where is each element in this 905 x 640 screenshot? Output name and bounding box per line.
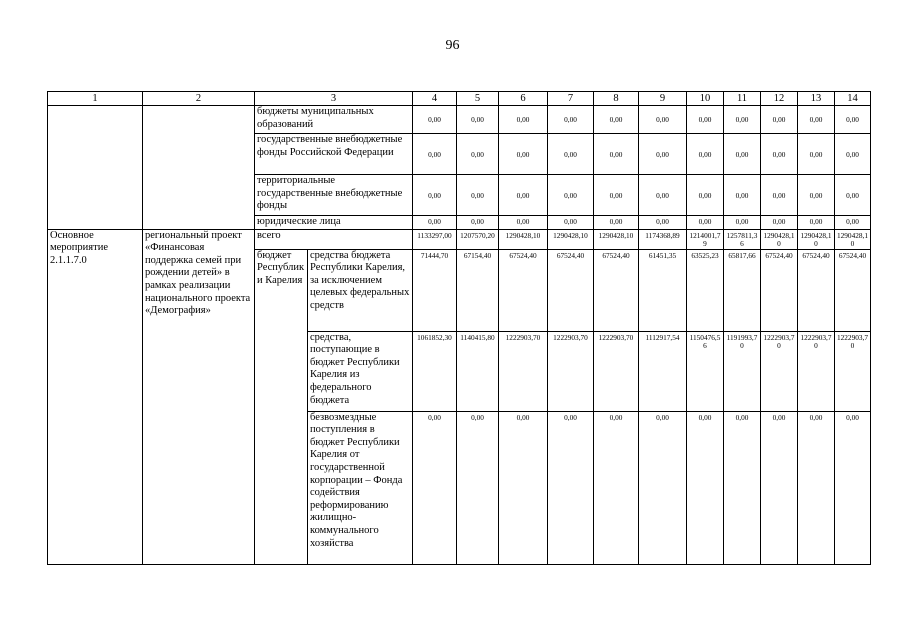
table-cell: 1290428,10 <box>548 229 594 249</box>
column-header: 11 <box>724 92 761 106</box>
row-label: бюджеты муниципальных образований <box>255 106 413 134</box>
column-header: 10 <box>687 92 724 106</box>
row-label: всего <box>255 229 413 249</box>
table-cell: 0,00 <box>639 216 687 230</box>
budget-label: бюджет Республики Карелия <box>255 249 308 564</box>
table-cell: 0,00 <box>724 106 761 134</box>
table-cell: 0,00 <box>724 175 761 216</box>
table-cell: 0,00 <box>594 411 639 564</box>
table-cell: 0,00 <box>798 106 835 134</box>
table-cell: 1222903,70 <box>548 331 594 411</box>
table-cell: 67154,40 <box>457 249 499 331</box>
column-header: 13 <box>798 92 835 106</box>
column-header: 2 <box>143 92 255 106</box>
table-cell: 0,00 <box>457 175 499 216</box>
table-cell: 0,00 <box>761 106 798 134</box>
table-cell: 0,00 <box>724 134 761 175</box>
header-row <box>48 92 871 106</box>
table-cell: 61451,35 <box>639 249 687 331</box>
table-cell: 0,00 <box>457 106 499 134</box>
table-cell: 1290428,10 <box>499 229 548 249</box>
empty-cell <box>143 106 255 230</box>
column-header: 8 <box>594 92 639 106</box>
table-cell: 0,00 <box>548 216 594 230</box>
table-cell: 0,00 <box>761 134 798 175</box>
table-cell: 0,00 <box>687 175 724 216</box>
column-header: 14 <box>835 92 871 106</box>
table-cell: 0,00 <box>798 411 835 564</box>
table-cell: 0,00 <box>548 134 594 175</box>
table-cell: 1191993,70 <box>724 331 761 411</box>
column-header: 5 <box>457 92 499 106</box>
table-cell: 0,00 <box>594 216 639 230</box>
table-cell: 1222903,70 <box>798 331 835 411</box>
column-header: 6 <box>499 92 548 106</box>
table-cell: 0,00 <box>639 134 687 175</box>
table-cell: 0,00 <box>594 106 639 134</box>
table-cell: 0,00 <box>499 216 548 230</box>
column-header: 7 <box>548 92 594 106</box>
event-name: региональный проект «Финансовая поддержка семей при рождении детей» в рамках реализации национального проекта «Демография» <box>143 229 255 564</box>
table-cell: 67524,40 <box>499 249 548 331</box>
table-cell: 1290428,10 <box>594 229 639 249</box>
table-cell: 1290428,10 <box>835 229 871 249</box>
table-cell: 0,00 <box>761 175 798 216</box>
table-cell: 1112917,54 <box>639 331 687 411</box>
table-cell: 0,00 <box>594 134 639 175</box>
table-cell: 67524,40 <box>548 249 594 331</box>
table-cell: 1222903,70 <box>594 331 639 411</box>
table-cell: 0,00 <box>687 106 724 134</box>
table-cell: 0,00 <box>457 411 499 564</box>
table-cell: 0,00 <box>798 134 835 175</box>
table-cell: 0,00 <box>499 175 548 216</box>
row-label: средства, поступающие в бюджет Республики Карелия из федерального бюджета <box>308 331 413 411</box>
table-cell: 67524,40 <box>594 249 639 331</box>
table-cell: 0,00 <box>413 134 457 175</box>
table-cell: 0,00 <box>499 134 548 175</box>
table-cell: 1222903,70 <box>835 331 871 411</box>
table-cell: 1257811,36 <box>724 229 761 249</box>
table-cell: 0,00 <box>761 216 798 230</box>
table-cell: 0,00 <box>798 216 835 230</box>
table-cell: 0,00 <box>798 175 835 216</box>
table-cell: 0,00 <box>724 216 761 230</box>
table-cell: 0,00 <box>835 106 871 134</box>
table-cell: 1222903,70 <box>499 331 548 411</box>
column-header: 4 <box>413 92 457 106</box>
column-header: 1 <box>48 92 143 106</box>
event-code: Основное мероприятие 2.1.1.7.0 <box>48 229 143 564</box>
empty-cell <box>48 106 143 230</box>
table-cell: 0,00 <box>639 106 687 134</box>
table-cell: 1222903,70 <box>761 331 798 411</box>
table-cell: 1133297,00 <box>413 229 457 249</box>
table-cell: 0,00 <box>413 411 457 564</box>
table-cell: 1061852,30 <box>413 331 457 411</box>
table-cell: 1214001,79 <box>687 229 724 249</box>
column-header: 12 <box>761 92 798 106</box>
row-label: юридические лица <box>255 216 413 230</box>
table-cell: 0,00 <box>413 106 457 134</box>
row-label: государственные внебюджетные фонды Российской Федерации <box>255 134 413 175</box>
table-cell: 0,00 <box>457 134 499 175</box>
table-row <box>48 106 871 134</box>
table-row <box>48 229 871 249</box>
table-cell: 0,00 <box>548 411 594 564</box>
table-cell: 0,00 <box>548 106 594 134</box>
table-cell: 67524,40 <box>761 249 798 331</box>
table-cell: 1207570,20 <box>457 229 499 249</box>
column-header: 9 <box>639 92 687 106</box>
table-cell: 0,00 <box>413 216 457 230</box>
table-cell: 0,00 <box>499 106 548 134</box>
table-cell: 1140415,80 <box>457 331 499 411</box>
table-cell: 0,00 <box>639 411 687 564</box>
table-cell: 67524,40 <box>798 249 835 331</box>
table-cell: 0,00 <box>835 134 871 175</box>
table-cell: 0,00 <box>835 216 871 230</box>
table-cell: 0,00 <box>594 175 639 216</box>
table-cell: 0,00 <box>835 175 871 216</box>
row-label: безвозмездные поступления в бюджет Республики Карелия от государственной корпорации – Фонда содействия реформированию жилищно-коммунального хозяйства <box>308 411 413 564</box>
table-cell: 1290428,10 <box>798 229 835 249</box>
table-cell: 0,00 <box>413 175 457 216</box>
table-cell: 1290428,10 <box>761 229 798 249</box>
table-cell: 0,00 <box>457 216 499 230</box>
table-cell: 0,00 <box>499 411 548 564</box>
table-cell: 63525,23 <box>687 249 724 331</box>
table-cell: 71444,70 <box>413 249 457 331</box>
table-cell: 0,00 <box>724 411 761 564</box>
table-cell: 0,00 <box>687 411 724 564</box>
budget-table <box>47 91 871 565</box>
table-cell: 0,00 <box>761 411 798 564</box>
row-label: средства бюджета Республики Карелия, за исключением целевых федеральных средств <box>308 249 413 331</box>
table-cell: 0,00 <box>687 216 724 230</box>
table-cell: 1150476,56 <box>687 331 724 411</box>
table-cell: 1174368,89 <box>639 229 687 249</box>
table-cell: 0,00 <box>687 134 724 175</box>
table-cell: 65817,66 <box>724 249 761 331</box>
row-label: территориальные государственные внебюджетные фонды <box>255 175 413 216</box>
table-cell: 0,00 <box>639 175 687 216</box>
table-cell: 0,00 <box>548 175 594 216</box>
page-number: 96 <box>445 38 460 53</box>
table-cell: 0,00 <box>835 411 871 564</box>
table-cell: 67524,40 <box>835 249 871 331</box>
column-header: 3 <box>255 92 413 106</box>
